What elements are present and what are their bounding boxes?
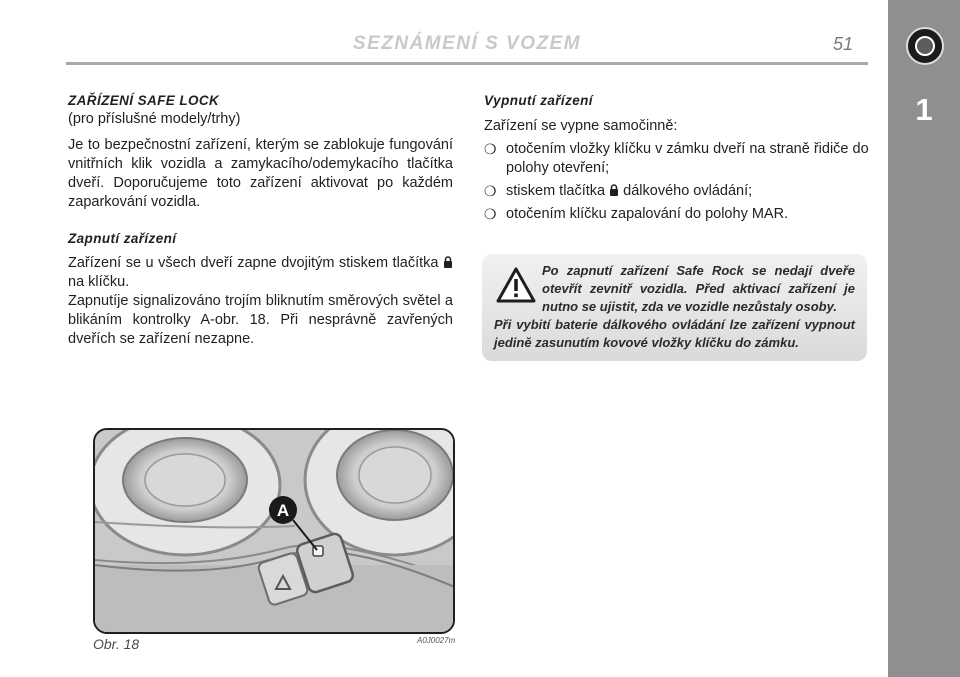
list-item-text: otočením klíčku zapalování do polohy MAR. bbox=[506, 206, 789, 222]
lock-icon bbox=[609, 184, 619, 196]
activation-text-end: na klíčku. bbox=[68, 274, 130, 290]
section-heading: ZAŘÍZENÍ SAFE LOCK bbox=[68, 93, 220, 108]
signal-paragraph: Zapnutíje signalizováno trojím bliknutím směrových světel a blikáním kontrolky A-obr. 18. Při nesprávně zavřených dveřích se zařízení nezapne. bbox=[68, 293, 453, 347]
left-column bbox=[68, 91, 453, 349]
bullet-icon: ❍ bbox=[484, 141, 497, 157]
header-title: SEZNÁMENÍ S VOZEM bbox=[352, 33, 582, 54]
list-item bbox=[484, 205, 869, 224]
list-item-text: otočením vložky klíčku v zámku dveří na straně řidiče do polohy otevření; bbox=[506, 141, 869, 176]
dashboard-illustration bbox=[95, 430, 455, 634]
warning-text bbox=[494, 262, 855, 352]
intro-paragraph: Je to bezpečnostní zařízení, kterým se zablokuje fungování vnitřních klik vozidla a zamykacího/odemykacího tlačítka dveří. Doporučujeme toto zařízení aktivovat po každém zaparkování vozidla. bbox=[68, 137, 453, 210]
section-subheading: (pro příslušné modely/trhy) bbox=[68, 111, 241, 127]
warning-box bbox=[482, 254, 867, 361]
list-item bbox=[484, 182, 869, 201]
callout-label-a: A bbox=[276, 501, 290, 520]
page-number: 51 bbox=[833, 34, 854, 54]
figure-code: A0J0027m bbox=[417, 636, 456, 645]
warning-text-first: Po zapnutí zařízení Safe Rock se nedají dveře otevřít zevnitř vozidla. Před aktivací zařízení je nutno se ujistit, zda ve vozidle nezůstaly osoby. bbox=[542, 263, 855, 314]
figure-caption: Obr. 18 bbox=[93, 636, 140, 652]
header-rule bbox=[66, 62, 868, 65]
figure-photo bbox=[93, 428, 455, 634]
warning-text-rest: Při vybití baterie dálkového ovládání lze zařízení vypnout jedině zasunutím kovové vložky klíčku do zámku. bbox=[494, 317, 855, 350]
list-item bbox=[484, 140, 869, 178]
right-column bbox=[484, 91, 869, 224]
deactivation-title: Vypnutí zařízení bbox=[484, 93, 593, 108]
bullet-icon: ❍ bbox=[484, 183, 497, 199]
deactivation-intro: Zařízení se vypne samočinně: bbox=[484, 118, 678, 134]
activation-title: Zapnutí zařízení bbox=[68, 231, 177, 246]
list-item-text: stiskem tlačítka bbox=[506, 183, 606, 199]
bullet-icon: ❍ bbox=[484, 206, 497, 222]
chapter-number: 1 bbox=[915, 92, 933, 127]
lock-icon bbox=[443, 256, 453, 268]
list-item-text-end: dálkového ovládání; bbox=[623, 183, 753, 199]
activation-paragraph bbox=[68, 254, 453, 292]
alfa-romeo-logo-icon bbox=[906, 27, 944, 65]
activation-text: Zařízení se u všech dveří zapne dvojitým stiskem tlačítka bbox=[68, 255, 439, 271]
